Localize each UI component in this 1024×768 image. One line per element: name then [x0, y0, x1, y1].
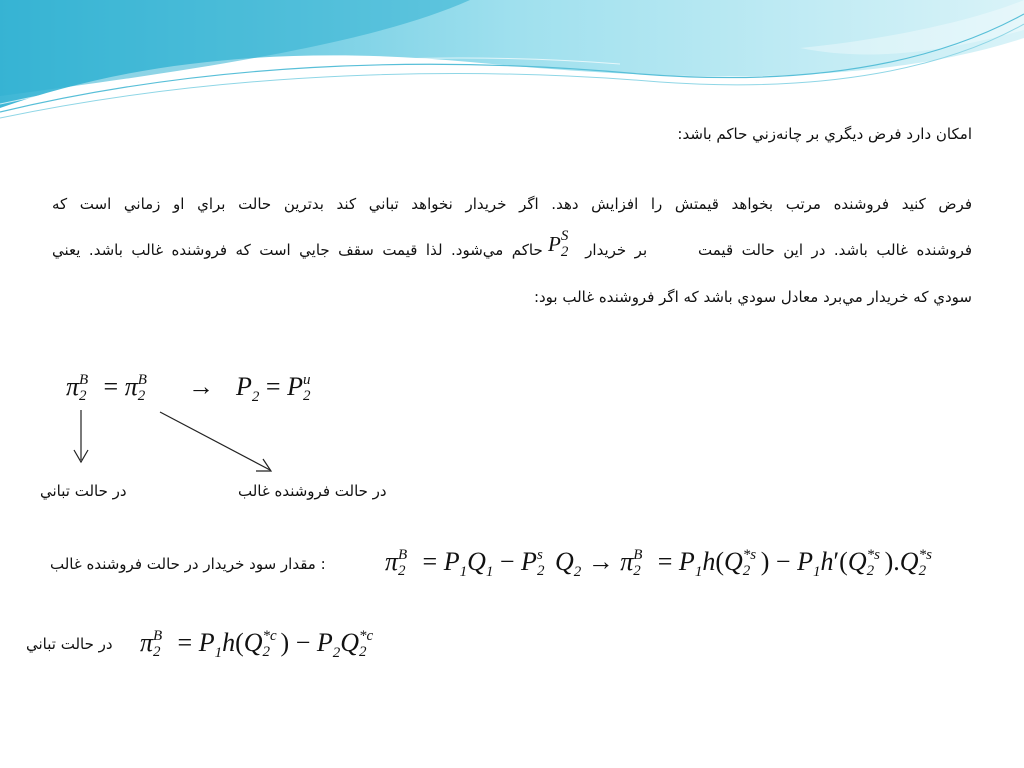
- equation-price-equality: $P_2 = P$ u 2: [236, 372, 311, 406]
- implies-arrow-icon: →: [188, 372, 214, 401]
- equation-buyer-profit-seller-dominant: π B 2 = $P_1Q_1 - P$ s 2 $Q_2 \to \pi$ B 2 = $P_1h(Q$ *s 2 ) − $P_1h'(Q$ *s 2 ).Q *s 2: [385, 547, 932, 581]
- intro-line: امكان دارد فرض ديگري بر چانه‌زني حاكم باشد:: [677, 125, 972, 143]
- paragraph-line-2: [52, 240, 972, 260]
- paragraph-line-2-before: فروشنده غالب باشد. در اين حالت قيمت: [698, 241, 973, 259]
- label-buyer-profit-seller-dominant: : مقدار سود خريدار در حالت فروشنده غالب: [50, 555, 326, 573]
- label-symmetric-case: در حالت تباني: [40, 482, 127, 500]
- paragraph-line-1: فرض كنيد فروشنده مرتب بخواهد قيمتش را افزايش دهد. اگر خريدار نخواهد تباني كند بدترين حالت براي او زماني است كه: [52, 195, 972, 213]
- arrow-to-seller-case-icon: [160, 412, 270, 470]
- case-pointer-arrows: [60, 408, 290, 478]
- paragraph-line-2-after: حاكم مي‌شود. لذا قيمت سقف جايي است كه فروشنده غالب باشد. يعني: [52, 241, 543, 259]
- paragraph-line-3: سودي كه خريدار مي‌برد معادل سودي باشد كه اگر فروشنده غالب بود:: [533, 288, 972, 306]
- decorative-wave-header: [0, 0, 1024, 130]
- label-symmetric-case-2: در حالت تباني: [26, 635, 113, 653]
- equation-buyer-profit-equality: π B 2 = π B 2: [66, 372, 147, 404]
- inline-formula-p2-superscript-s: P S 2: [548, 228, 569, 260]
- equation-buyer-profit-symmetric: π B 2 = $P_1h(Q$ *c 2 ) − $P_2Q$ *c 2: [140, 628, 374, 662]
- label-seller-dominant-case: در حالت فروشنده غالب: [238, 482, 387, 500]
- paragraph-line-2-mid: بر خريدار: [585, 241, 648, 259]
